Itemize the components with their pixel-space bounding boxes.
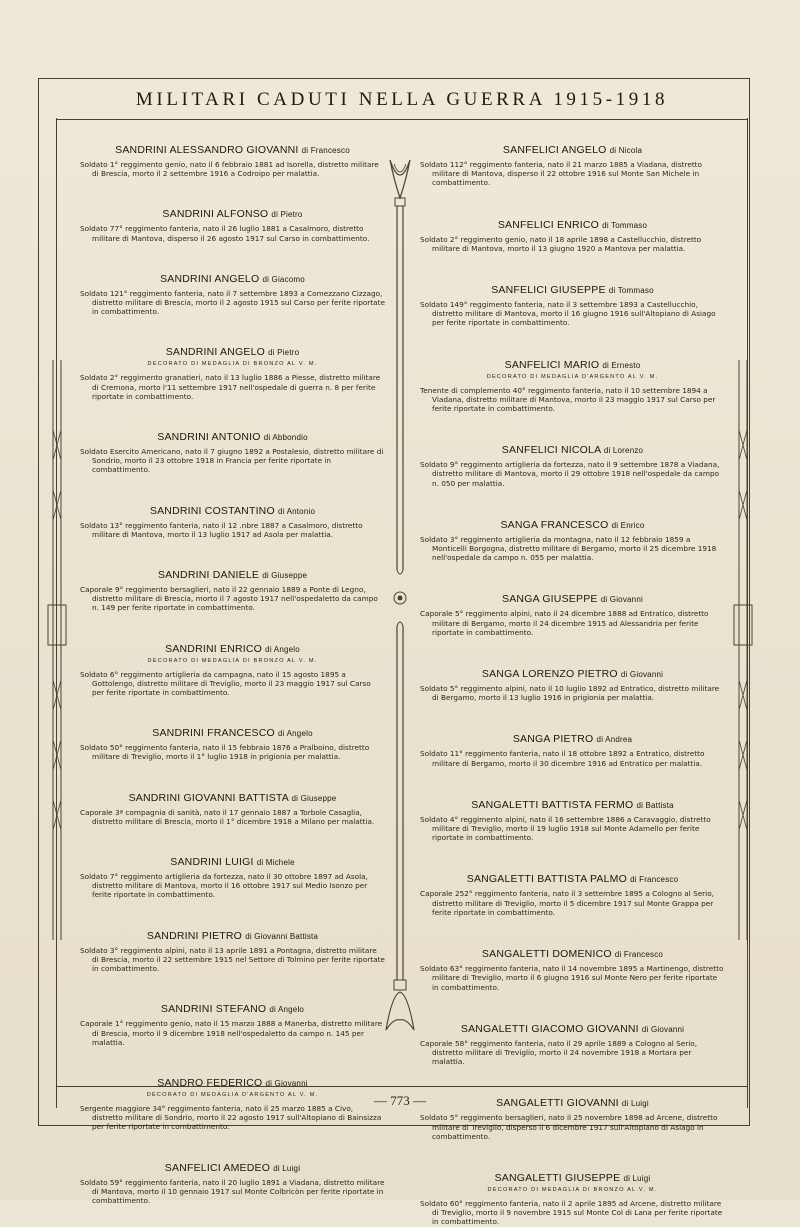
entry-surname-given: SANDRINI ALESSANDRO GIOVANNI (115, 144, 299, 156)
entry-description: Soldato 1° reggimento genio, nato il 6 febbraio 1881 ad Isorella, distretto militare di Brescia, morto il 2 settembre 1916 a Codroipo per malattia. (80, 160, 379, 179)
entry-name (420, 144, 725, 156)
title-bar (56, 80, 748, 120)
entry-surname-given: SANDRINI STEFANO (160, 1003, 267, 1016)
entry-patronym: di Francesco (630, 875, 679, 885)
entry-patronym: di Giovanni (620, 670, 664, 680)
entry-name (80, 346, 385, 358)
entry-description: Caporale 58° reggimento fanteria, nato il 29 aprile 1889 a Cologno al Serio, distretto militare di Treviglio, morto il 24 novembre 1918 a Mortara per malattia. (420, 1038, 698, 1067)
entry-surname-given: SANGALETTI GIUSEPPE (494, 1171, 621, 1184)
entry-patronym: di Giovanni (600, 595, 643, 605)
entry-surname-given: SANGA FRANCESCO (500, 518, 609, 531)
entry-description: Soldato 5° reggimento alpini, nato il 10 luglio 1892 ad Entratico, distretto militare di Bergamo, morto il 13 luglio 1916 in prigionia per malattia. (420, 684, 720, 703)
honour-entry (420, 948, 725, 992)
honour-entry (80, 505, 385, 539)
entry-surname-given: SANGALETTI DOMENICO (481, 948, 612, 961)
honour-entry (420, 444, 725, 488)
entry-patronym: di Angelo (265, 644, 300, 654)
entry-surname-given: SANGALETTI GIACOMO GIOVANNI (460, 1022, 639, 1035)
entry-surname-given: SANFELICI GIUSEPPE (491, 284, 606, 297)
honour-entry (80, 569, 385, 613)
entry-patronym: di Angelo (278, 729, 313, 739)
entry-patronym: di Antonio (277, 506, 316, 516)
entry-name (80, 792, 385, 804)
entry-patronym: di Tommaso (608, 286, 654, 296)
honour-entry (420, 873, 725, 917)
entry-description: Soldato 3° reggimento artiglieria da montagna, nato il 12 febbraio 1859 a Monticelli Borgogna, distretto militare di Bergamo, morto il 25 dicembre 1918 nell'ospedale da campo n. 055 per malattia. (420, 534, 717, 563)
honour-entry (420, 1172, 725, 1227)
entry-surname-given: SANDRO FEDERICO (157, 1076, 263, 1089)
entry-surname-given: SANFELICI ENRICO (497, 218, 600, 231)
entry-description: Soldato 9° reggimento artiglieria da fortezza, nato il 9 settembre 1878 a Viadana, distretto militare di Mantova, morto il 29 ottobre 1918 nell'ospedale da campo n. 050 per malattia. (420, 460, 720, 488)
entry-patronym: di Angelo (269, 1005, 305, 1015)
honour-entry (80, 1003, 385, 1047)
entry-patronym: di Giacomo (262, 274, 305, 284)
entry-decoration: DECORATO DI MEDAGLIA DI BRONZO AL V. M. (147, 657, 318, 664)
entry-name (420, 593, 725, 605)
entry-description: Soldato 77° reggimento fanteria, nato il 26 luglio 1881 a Casalmoro, distretto militare di Mantova, disperso il 26 agosto 1917 sul Carso in combattimento. (80, 224, 370, 243)
entry-description: Soldato 4° reggimento alpini, nato il 16 settembre 1886 a Caravaggio, distretto militare di Treviglio, morto il 19 luglio 1918 sul Monte Adamello per ferite riportate in combattimento. (420, 814, 711, 843)
entry-description: Soldato 149° reggimento fanteria, nato il 3 settembre 1893 a Castellucchio, distretto militare di Mantova, morto il 16 giugno 1916 sull'Altopiano di Asiago per ferite riportate in combattimento. (420, 300, 716, 328)
honour-entry (80, 727, 385, 761)
entry-description: Soldato 112° reggimento fanteria, nato il 21 marzo 1885 a Viadana, distretto militare di Mantova, disperso il 22 ottobre 1916 sul Monte San Michele in combattimento. (420, 160, 703, 188)
page-title: MILITARI CADUTI NELLA GUERRA 1915-1918 (135, 88, 669, 110)
honour-entry (420, 284, 725, 328)
honour-entry (420, 219, 725, 253)
entry-surname-given: SANDRINI ANGELO (160, 272, 260, 285)
honour-entry (80, 431, 385, 475)
entry-name (80, 1003, 385, 1015)
entry-surname-given: SANFELICI AMEDEO (164, 1161, 271, 1174)
entry-name (420, 733, 725, 745)
entry-patronym: di Giovanni (265, 1078, 308, 1088)
entry-patronym: di Michele (256, 858, 295, 868)
right-fasces-ornament (730, 350, 756, 950)
entry-name (420, 873, 725, 885)
entry-description: Caporale 9° reggimento bersaglieri, nato il 22 gennaio 1889 a Ponte di Legno, distretto militare di Brescia, morto il 7 agosto 1917 nell'ospedaletto da campo n. 149 per ferite riportate in combattimento. (80, 585, 378, 613)
entry-name (420, 799, 725, 811)
honour-entry (80, 208, 385, 242)
entry-description: Soldato 3° reggimento alpini, nato il 13 aprile 1891 a Pontagna, distretto militare di Brescia, morto il 22 settembre 1915 nel Settore di Tolmino per ferite riportate in combattimento. (80, 945, 385, 974)
entry-description: Soldato 13° reggimento fanteria, nato il 12 .nbre 1887 a Casalmoro, distretto militare di Mantova, morto il 13 luglio 1917 ad Asola per malattia. (80, 520, 363, 539)
entry-patronym: di Luigi (273, 1163, 301, 1173)
honour-entry (420, 1023, 725, 1067)
entry-description: Soldato 121° reggimento fanteria, nato il 7 settembre 1893 a Comezzano Cizzago, distretto militare di Brescia, morto il 2 agosto 1915 sul Carso per ferite riportate in combattimento. (80, 288, 385, 317)
entry-decoration: DECORATO DI MEDAGLIA D'ARGENTO AL V. M. (486, 373, 659, 380)
entry-name (80, 1162, 385, 1174)
honour-entry (420, 668, 725, 702)
honour-entry (420, 593, 725, 637)
entry-patronym: di Francesco (614, 950, 664, 960)
honour-entry (420, 144, 725, 188)
page-number: — 773 — (374, 1093, 426, 1108)
entry-surname-given: SANDRINI GIOVANNI BATTISTA (128, 791, 289, 804)
left-column (80, 130, 385, 1205)
entry-name (420, 284, 725, 296)
entry-patronym: di Giuseppe (262, 571, 308, 581)
entry-description: Soldato 11° reggimento fanteria, nato il 18 ottobre 1892 a Entratico, distretto militare di Bergamo, morto il 30 dicembre 1916 ad Entratico per malattia. (420, 749, 705, 768)
honour-entry (80, 792, 385, 826)
entry-description: Caporale 1° reggimento genio, nato il 15 marzo 1888 a Manerba, distretto militare di Brescia, morto il 9 dicembre 1918 nell'ospedaletto da campo n. 145 per malattia. (80, 1019, 383, 1047)
entry-name (420, 1023, 725, 1035)
entry-patronym: di Luigi (621, 1099, 649, 1109)
entry-description: Caporale 3ª compagnia di sanità, nato il 17 gennaio 1887 a Torbole Casaglia, distretto militare di Brescia, morto il 1° dicembre 1918 a Milano per malattia. (80, 807, 375, 826)
entry-decoration: DECORATO DI MEDAGLIA DI BRONZO AL V. M. (487, 1186, 658, 1193)
entry-name (420, 1172, 725, 1184)
entry-surname-given: SANDRINI ANGELO (165, 346, 265, 359)
entry-patronym: di Andrea (596, 735, 633, 745)
entry-description: Soldato 2° reggimento genio, nato il 18 aprile 1898 a Castellucchio, distretto militare di Mantova, morto il 13 giugno 1920 a Mantova per malattia. (420, 234, 702, 253)
entry-description: Sergente maggiore 34° reggimento fanteria, nato il 25 marzo 1885 a Civo, distretto militare di Sondrio, morto il 22 agosto 1917 sull'Altopiano di Bainsizza per ferite riportate in combattimento. (80, 1103, 382, 1132)
entry-surname-given: SANDRINI ENRICO (165, 642, 263, 655)
honour-entry (80, 346, 385, 401)
honour-entry (420, 733, 725, 767)
entry-name (420, 948, 725, 960)
left-fasces-ornament (44, 350, 70, 950)
entry-surname-given: SANGA LORENZO PIETRO (481, 668, 618, 681)
entry-patronym: di Tommaso (602, 220, 648, 230)
entry-name (80, 856, 385, 868)
entry-name (420, 359, 725, 371)
entry-description: Soldato 2° reggimento granatieri, nato il 13 luglio 1886 a Piesse, distretto militare di Cremona, morto l'11 settembre 1917 nell'ospedale di guerra n. 8 per ferite riportate in combattimento. (80, 373, 381, 401)
honour-entry (80, 643, 385, 698)
entry-description: Soldato 50° reggimento fanteria, nato il 15 febbraio 1876 a Pralboino, distretto militare di Treviglio, morto il 1° luglio 1918 in prigionia per malattia. (80, 743, 370, 762)
entry-patronym: di Pietro (268, 348, 300, 358)
entry-name (420, 219, 725, 231)
entry-description: Tenente di complemento 40° reggimento fanteria, nato il 10 settembre 1894 a Viadana, distretto militare di Mantova, morto il 23 maggio 1917 sul Carso per ferite riportate in combattimento. (420, 385, 716, 414)
entry-name (80, 431, 385, 443)
entry-surname-given: SANDRINI LUIGI (170, 856, 254, 869)
entry-name (80, 930, 385, 942)
entry-description: Soldato 59° reggimento fanteria, nato il 20 luglio 1891 a Viadana, distretto militare di Mantova, morto il 10 gennaio 1917 sul Monte Colbricòn per ferite riportate in combattimento. (80, 1177, 385, 1205)
entry-surname-given: SANFELICI ANGELO (502, 144, 607, 156)
honour-entry (80, 856, 385, 900)
honour-entry (80, 930, 385, 974)
entry-patronym: di Francesco (301, 146, 350, 155)
honour-entry (80, 273, 385, 317)
entry-surname-given: SANFELICI NICOLA (501, 444, 601, 457)
honour-entry (80, 144, 385, 178)
entry-patronym: di Pietro (271, 210, 303, 220)
entry-surname-given: SANGA GIUSEPPE (502, 593, 598, 606)
entry-description: Soldato 63° reggimento fanteria, nato il 14 novembre 1895 a Martinengo, distretto militare di Treviglio, morto il 6 giugno 1916 sul Monte Nero per ferite riportate in combattimento. (420, 964, 724, 992)
entry-patronym: di Luigi (623, 1173, 651, 1183)
entry-description: Caporale 252° reggimento fanteria, nato il 3 settembre 1895 a Cologno al Serio, distretto militare di Treviglio, morto il 5 dicembre 1917 sul Monte Grappa per ferite riportate in combattimento. (420, 889, 714, 917)
entry-name (80, 144, 385, 156)
entry-decoration: DECORATO DI MEDAGLIA D'ARGENTO AL V. M. (146, 1091, 319, 1098)
entry-description: Soldato 60° reggimento fanteria, nato il 2 aprile 1895 ad Arcene, distretto militare di Treviglio, morto il 9 novembre 1915 sul Monte Col di Lana per ferite riportate in combattimento. (420, 1198, 723, 1227)
entry-name (420, 444, 725, 456)
entry-name (80, 727, 385, 739)
entry-surname-given: SANGALETTI BATTISTA FERMO (471, 798, 634, 811)
honour-entry (80, 1162, 385, 1206)
entry-patronym: di Abbondio (263, 433, 308, 443)
entry-decoration: DECORATO DI MEDAGLIA DI BRONZO AL V. M. (147, 361, 318, 368)
entry-surname-given: SANDRINI PIETRO (146, 929, 243, 942)
entry-surname-given: SANDRINI FRANCESCO (152, 727, 275, 740)
entry-surname-given: SANDRINI DANIELE (157, 569, 260, 582)
honour-entry (420, 519, 725, 563)
entry-patronym: di Battista (636, 800, 674, 810)
entry-description: Soldato 7° reggimento artiglieria da fortezza, nato il 30 ottobre 1897 ad Asola, distretto militare di Mantova, morto il 16 ottobre 1917 sul Medio Isonzo per ferite riportate in combattimento. (80, 872, 368, 900)
entry-name (420, 668, 725, 680)
entry-surname-given: SANGALETTI BATTISTA PALMO (466, 873, 627, 886)
entry-name (80, 273, 385, 285)
torch-pillar-ornament (380, 150, 420, 1040)
entry-patronym: di Ernesto (602, 360, 641, 370)
entry-name (80, 569, 385, 581)
entry-description: Soldato 6° reggimento artiglieria da campagna, nato il 15 agosto 1895 a Gottolengo, distretto militare di Treviglio, morto il 23 maggio 1917 sul Carso per ferite riportate in combattimento. (80, 669, 371, 698)
entry-name (80, 643, 385, 655)
right-column (420, 130, 725, 1227)
entry-surname-given: SANGA PIETRO (512, 733, 594, 746)
entry-name (420, 519, 725, 531)
entry-surname-given: SANDRINI COSTANTINO (149, 504, 275, 517)
entry-description: Caporale 5° reggimento alpini, nato il 24 dicembre 1888 ad Entratico, distretto militare di Bergamo, morto il 24 dicembre 1915 ad Alessandria per ferite riportate in combattimento. (420, 609, 709, 637)
entry-name (80, 208, 385, 220)
entry-patronym: di Nicola (609, 146, 643, 155)
entry-surname-given: SANFELICI MARIO (504, 358, 600, 371)
entry-description: Soldato 5° reggimento bersaglieri, nato il 25 novembre 1898 ad Arcene, distretto militare di Treviglio, disperso il 6 dicembre 1917 sull'Altopiano di Asiago in combattimento. (420, 1113, 718, 1141)
entry-patronym: di Lorenzo (603, 446, 644, 456)
entry-patronym: di Giovanni (641, 1024, 685, 1034)
entry-name (80, 505, 385, 517)
entry-surname-given: SANDRINI ALFONSO (162, 208, 269, 221)
entry-patronym: di Enrico (611, 520, 645, 530)
entry-patronym: di Giuseppe (291, 793, 337, 803)
honour-entry (420, 359, 725, 414)
entry-surname-given: SANGALETTI GIOVANNI (496, 1097, 619, 1110)
entry-patronym: di Giovanni Battista (245, 931, 319, 941)
honour-entry (420, 799, 725, 843)
entry-surname-given: SANDRINI ANTONIO (157, 431, 261, 444)
entry-description: Soldato Esercito Americano, nato il 7 giugno 1892 a Postalesio, distretto militare di Sondrio, morto il 23 ottobre 1918 in Francia per ferite riportate in combattimento. (80, 447, 384, 475)
